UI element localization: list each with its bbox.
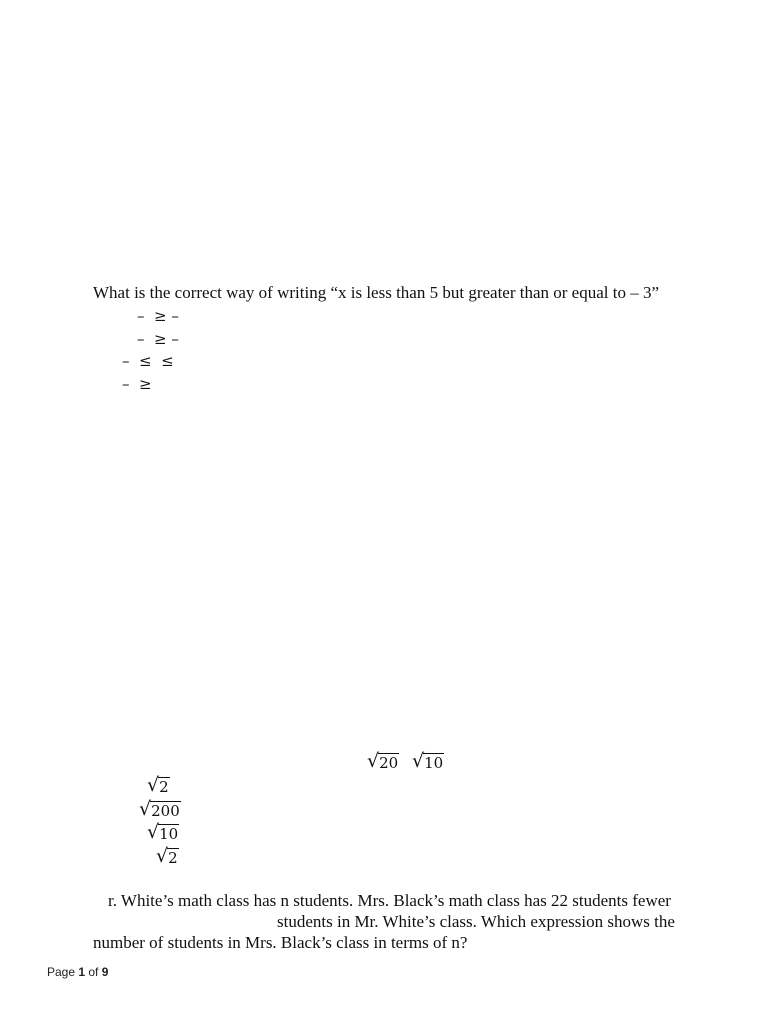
radicand: 2 xyxy=(168,849,178,867)
square-root-icon: √ xyxy=(367,750,380,772)
page-label: Page xyxy=(47,965,79,979)
inequality-option-a: – ≥ – xyxy=(137,307,179,325)
radicand: 200 xyxy=(151,802,180,820)
students-question-line-1: r. White’s math class has n students. Mrs. Black’s math class has 22 students fewer xyxy=(108,891,671,910)
page-number-footer xyxy=(47,965,108,979)
radicand: 10 xyxy=(424,754,444,772)
page-current: 1 xyxy=(78,965,86,979)
radicand: 10 xyxy=(159,825,179,843)
radical-option-b xyxy=(139,800,181,819)
square-root-icon: √ xyxy=(147,821,160,843)
radical-prompt-2 xyxy=(412,752,444,771)
radical-option-c xyxy=(147,823,179,842)
of-label: of xyxy=(85,965,102,979)
inequality-option-c: – ≤ ≤ xyxy=(122,352,174,370)
radicand: 2 xyxy=(159,778,169,796)
square-root-icon: √ xyxy=(139,798,152,820)
square-root-icon: √ xyxy=(156,845,169,867)
square-root-icon: √ xyxy=(147,774,160,796)
page-total: 9 xyxy=(101,965,109,979)
radical-prompt-1 xyxy=(367,752,399,771)
radical-option-a xyxy=(147,776,170,795)
radical-option-d xyxy=(156,847,179,866)
inequality-option-b: – ≥ – xyxy=(137,330,179,348)
students-question-line-2: students in Mr. White’s class. Which expression shows the xyxy=(277,912,675,931)
inequality-option-d: – ≥ xyxy=(122,375,152,393)
students-question-line-3: number of students in Mrs. Black’s class in terms of n? xyxy=(93,933,468,952)
radicand: 20 xyxy=(379,754,399,772)
square-root-icon: √ xyxy=(412,750,425,772)
inequality-question-text: What is the correct way of writing “x is less than 5 but greater than or equal to – 3” xyxy=(93,283,660,302)
